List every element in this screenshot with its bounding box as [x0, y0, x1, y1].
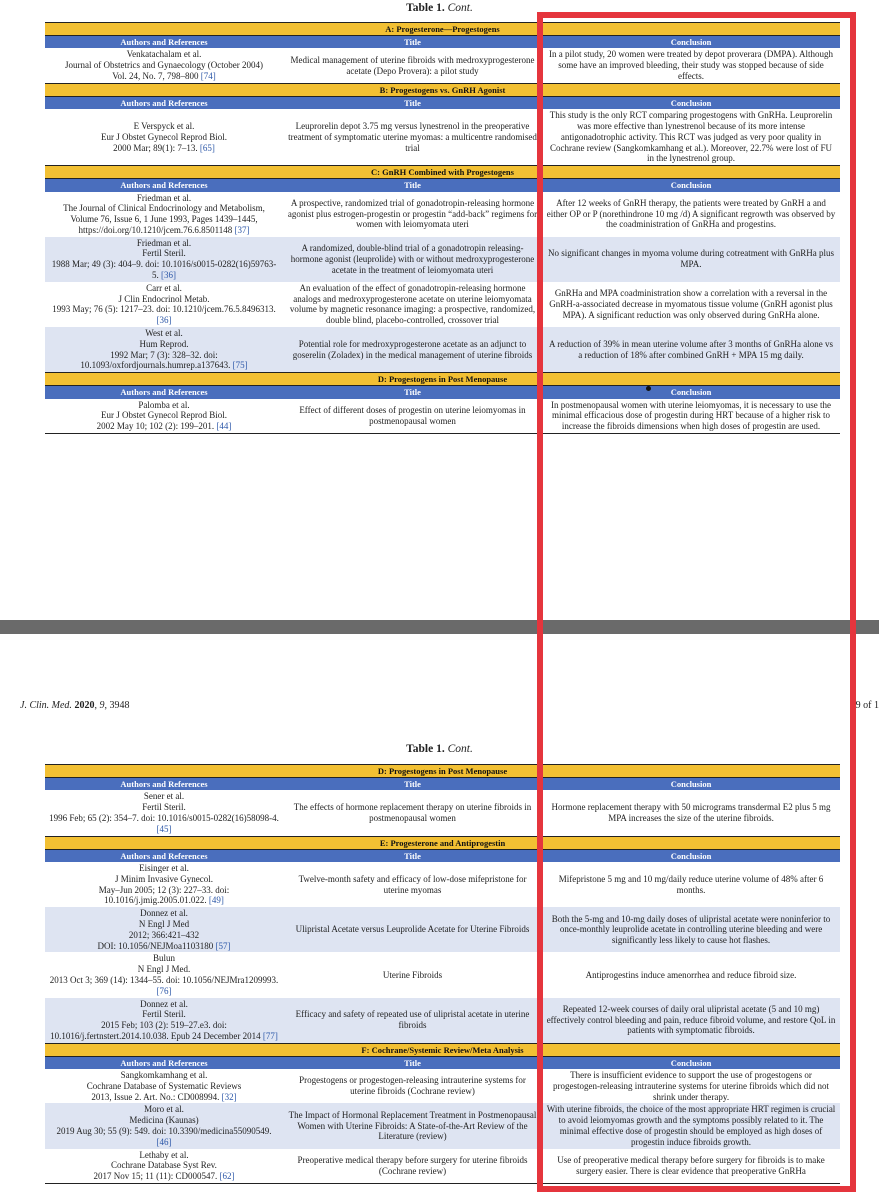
- conclusion-cell: Mifepristone 5 mg and 10 mg/daily reduce uterine volume of 48% after 6 months.: [542, 862, 840, 907]
- reference-number[interactable]: [65]: [199, 142, 215, 153]
- table-row: [45, 952, 840, 997]
- conclusion-cell: With uterine fibroids, the choice of the most appropriate HRT regimen is crucial to avoid leiomyomas growth and the symptoms possibly related to it. The minimal effective dose of progestin should be employed as high doses of progestin induce fibroids growth.: [542, 1103, 840, 1148]
- document-page-bottom: [0, 634, 879, 1200]
- table-row: [45, 399, 840, 434]
- table-caption: Table 1. Cont.: [406, 2, 473, 14]
- title-cell: Leuprorelin depot 3.75 mg versus lynestrenol in the preoperative treatment of symptomatic uterine myomas: a multicentre randomised trial: [283, 109, 542, 165]
- page-number: 9 of 1: [855, 700, 879, 711]
- section-header-row: [45, 166, 840, 179]
- conclusion-cell: After 12 weeks of GnRH therapy, the patients were treated by GnRH a and either OP or P (norethindrone 10 mg /d) A significant regrowth was observed by the coadministration of GnRHa and progestins.: [542, 192, 840, 237]
- section-title: C: GnRH Combined with Progestogens: [45, 166, 840, 179]
- column-header-authors: Authors and References: [45, 778, 283, 791]
- section-header-row: [45, 836, 840, 849]
- section-title: D: Progestogens in Post Menopause: [45, 373, 840, 386]
- references-table: [45, 764, 840, 1184]
- table-row: [45, 998, 840, 1044]
- column-header-title: Title: [283, 386, 542, 399]
- reference-number[interactable]: [49]: [208, 895, 224, 906]
- bullet-dot: [646, 386, 651, 391]
- journal-citation: J. Clin. Med. 2020, 9, 3948: [20, 700, 130, 711]
- conclusion-cell: Antiprogestins induce amenorrhea and reduce fibroid size.: [542, 952, 840, 997]
- authors-cell: Sangkomkamhang et al. Cochrane Database of Systematic Reviews 2013, Issue 2. Art. No.: CD008994. [32]: [45, 1069, 283, 1103]
- column-header-title: Title: [283, 778, 542, 791]
- column-header-row: [45, 36, 840, 49]
- column-header-row: [45, 849, 840, 862]
- column-header-title: Title: [283, 849, 542, 862]
- table-row: [45, 109, 840, 165]
- reference-number[interactable]: [77]: [262, 1030, 278, 1041]
- conclusion-cell: A reduction of 39% in mean uterine volume after 3 months of GnRHa alone vs a reduction of 18% after combined GnRH + MPA 15 mg daily.: [542, 327, 840, 373]
- title-cell: Potential role for medroxyprogesterone acetate as an adjunct to goserelin (Zoladex) in the medical management of uterine fibroids: [283, 327, 542, 373]
- reference-number[interactable]: [74]: [200, 70, 216, 81]
- section-title: F: Cochrane/Systemic Review/Meta Analysis: [45, 1043, 840, 1056]
- section-title: E: Progesterone and Antiprogestin: [45, 836, 840, 849]
- conclusion-cell: Hormone replacement therapy with 50 micrograms transdermal E2 plus 5 mg MPA increases the size of the uterine fibroids.: [542, 790, 840, 836]
- reference-number[interactable]: [62]: [219, 1171, 235, 1182]
- title-cell: A randomized, double-blind trial of a gonadotropin releasing-hormone agonist (leuprolide) with or without medroxyprogesterone acetate in the treatment of leiomyomata uteri: [283, 237, 542, 282]
- conclusion-cell: Repeated 12-week courses of daily oral ulipristal acetate (5 and 10 mg) effectively control bleeding and pain, reduce fibroid volume, and restore QoL in patients with symptomatic fibroids.: [542, 998, 840, 1044]
- reference-number[interactable]: [44]: [216, 421, 232, 432]
- section-title: A: Progesterone—Progestogens: [45, 23, 840, 36]
- column-header-conclusion: Conclusion: [542, 778, 840, 791]
- column-header-title: Title: [283, 1056, 542, 1069]
- table-row: [45, 1149, 840, 1184]
- reference-number[interactable]: [46]: [156, 1136, 172, 1147]
- conclusion-cell: In postmenopausal women with uterine leiomyomas, it is necessary to use the minimal efficacious dose of progestin during HRT because of a higher risk to increase the fibroids dimensions when high doses of progestin are used.: [542, 399, 840, 434]
- authors-cell: Palomba et al. Eur J Obstet Gynecol Reprod Biol. 2002 May 10; 102 (2): 199–201. [44]: [45, 399, 283, 434]
- page-separator: [0, 620, 879, 634]
- authors-cell: Friedman et al. The Journal of Clinical Endocrinology and Metabolism, Volume 76, Issue 6, 1 June 1993, Pages 1439–1445, https://doi.org/10.1210/jcem.76.6.8501148 [37]: [45, 192, 283, 237]
- column-header-title: Title: [283, 96, 542, 109]
- table-row: [45, 282, 840, 327]
- column-header-conclusion: Conclusion: [542, 849, 840, 862]
- table-row: [45, 907, 840, 952]
- reference-number[interactable]: [37]: [234, 224, 250, 235]
- authors-cell: West et al. Hum Reprod. 1992 Mar; 7 (3): 328–32. doi: 10.1093/oxfordjournals.humrep.a137643. [75]: [45, 327, 283, 373]
- column-header-row: [45, 179, 840, 192]
- column-header-conclusion: Conclusion: [542, 36, 840, 49]
- column-header-authors: Authors and References: [45, 96, 283, 109]
- authors-cell: Carr et al. J Clin Endocrinol Metab. 1993 May; 76 (5): 1217–23. doi: 10.1210/jcem.76.5.8496313. [36]: [45, 282, 283, 327]
- column-header-row: [45, 1056, 840, 1069]
- table-row: [45, 862, 840, 907]
- conclusion-cell: This study is the only RCT comparing progestogens with GnRHa. Leuprorelin was more effective than lynestrenol because of its more intense antigonadotrophic activity. This RCT was judged as very poor quality in Cochrane review (Sangkomkamhang et al.). Moreover, 22.7% were lost of FU in the lynestrenol group.: [542, 109, 840, 165]
- section-header-row: [45, 373, 840, 386]
- column-header-title: Title: [283, 36, 542, 49]
- conclusion-cell: Both the 5-mg and 10-mg daily doses of ulipristal acetate were noninferior to once-monthly leuprolide acetate in controlling uterine bleeding and were significantly less likely to cause hot flashes.: [542, 907, 840, 952]
- column-header-conclusion: Conclusion: [542, 96, 840, 109]
- section-header-row: [45, 1043, 840, 1056]
- title-cell: Uterine Fibroids: [283, 952, 542, 997]
- authors-cell: E Verspyck et al. Eur J Obstet Gynecol Reprod Biol. 2000 Mar; 89(1): 7–13. [65]: [45, 109, 283, 165]
- title-cell: An evaluation of the effect of gonadotropin-releasing hormone analogs and medroxyprogesterone acetate on uterine leiomyomata volume by magnetic resonance imaging: a prospective, randomized, double blind, placebo-controlled, crossover trial: [283, 282, 542, 327]
- column-header-conclusion: Conclusion: [542, 179, 840, 192]
- section-header-row: [45, 23, 840, 36]
- conclusion-cell: In a pilot study, 20 women were treated by depot proverara (DMPA). Although some have an improved bleeding, their study was stopped because of side effects.: [542, 48, 840, 83]
- column-header-conclusion: Conclusion: [542, 1056, 840, 1069]
- conclusion-cell: Use of preoperative medical therapy before surgery for fibroids is to make surgery easier. There is clear evidence that preoperative GnRHa: [542, 1149, 840, 1184]
- title-cell: Progestogens or progestogen-releasing intrauterine systems for uterine fibroids (Cochrane review): [283, 1069, 542, 1103]
- conclusion-cell: No significant changes in myoma volume during cotreatment with GnRHa plus MPA.: [542, 237, 840, 282]
- table-row: [45, 1103, 840, 1148]
- title-cell: Medical management of uterine fibroids with medroxyprogesterone acetate (Depo Provera): a pilot study: [283, 48, 542, 83]
- reference-number[interactable]: [76]: [156, 985, 172, 996]
- title-cell: Twelve-month safety and efficacy of low-dose mifepristone for uterine myomas: [283, 862, 542, 907]
- table-row: [45, 1069, 840, 1103]
- column-header-row: [45, 96, 840, 109]
- table-caption: Table 1. Cont.: [406, 743, 473, 755]
- column-header-authors: Authors and References: [45, 36, 283, 49]
- title-cell: The effects of hormone replacement therapy on uterine fibroids in postmenopausal women: [283, 790, 542, 836]
- authors-cell: Sener et al. Fertil Steril. 1996 Feb; 65 (2): 354–7. doi: 10.1016/s0015-0282(16)58098-4. [45]: [45, 790, 283, 836]
- section-title: B: Progestogens vs. GnRH Agonist: [45, 83, 840, 96]
- authors-cell: Donnez et al. N Engl J Med 2012; 366:421–432 DOI: 10.1056/NEJMoa1103180 [57]: [45, 907, 283, 952]
- reference-number[interactable]: [36]: [156, 315, 172, 326]
- column-header-authors: Authors and References: [45, 386, 283, 399]
- column-header-row: [45, 386, 840, 399]
- table-row: [45, 327, 840, 373]
- reference-number[interactable]: [32]: [221, 1091, 237, 1102]
- authors-cell: Venkatachalam et al. Journal of Obstetrics and Gynaecology (October 2004) Vol. 24, No. 7, 798–800 [74]: [45, 48, 283, 83]
- column-header-authors: Authors and References: [45, 179, 283, 192]
- title-cell: A prospective, randomized trial of gonadotropin-releasing hormone agonist plus estrogen-progestin or progestin “add-back” regimens for women with leiomyomata uteri: [283, 192, 542, 237]
- references-table: [45, 22, 840, 434]
- table-row: [45, 192, 840, 237]
- column-header-authors: Authors and References: [45, 1056, 283, 1069]
- authors-cell: Lethaby et al. Cochrane Database Syst Rev. 2017 Nov 15; 11 (11): CD000547. [62]: [45, 1149, 283, 1184]
- table-row: [45, 48, 840, 83]
- authors-cell: Bulun N Engl J Med. 2013 Oct 3; 369 (14): 1344–55. doi: 10.1056/NEJMra1209993. [76]: [45, 952, 283, 997]
- conclusion-cell: GnRHa and MPA coadministration show a correlation with a reversal in the GnRH-a-associated decrease in myomatous tissue volume (GnRH agonist plus MPA). A significant reduction was only observed during GnRHa alone.: [542, 282, 840, 327]
- reference-number[interactable]: [45]: [156, 823, 172, 834]
- column-header-conclusion: Conclusion: [542, 386, 840, 399]
- title-cell: The Impact of Hormonal Replacement Treatment in Postmenopausal Women with Uterine Fibroids: A State-of-the-Art Review of the Literature (review): [283, 1103, 542, 1148]
- table-row: [45, 237, 840, 282]
- column-header-title: Title: [283, 179, 542, 192]
- authors-cell: Donnez et al. Fertil Steril. 2015 Feb; 103 (2): 519–27.e3. doi: 10.1016/j.fertnstert.2014.10.038. Epub 24 December 2014 [77]: [45, 998, 283, 1044]
- authors-cell: Eisinger et al. J Minim Invasive Gynecol. May–Jun 2005; 12 (3): 227–33. doi: 10.1016/j.jmig.2005.01.022. [49]: [45, 862, 283, 907]
- authors-cell: Friedman et al. Fertil Steril. 1988 Mar; 49 (3): 404–9. doi: 10.1016/s0015-0282(16)59763-5. [36]: [45, 237, 283, 282]
- title-cell: Effect of different doses of progestin on uterine leiomyomas in postmenopausal women: [283, 399, 542, 434]
- section-header-row: [45, 83, 840, 96]
- reference-number[interactable]: [36]: [161, 270, 176, 281]
- section-header-row: [45, 765, 840, 778]
- section-title: D: Progestogens in Post Menopause: [45, 765, 840, 778]
- table-row: [45, 790, 840, 836]
- authors-cell: Moro et al. Medicina (Kaunas) 2019 Aug 30; 55 (9): 549. doi: 10.3390/medicina55090549. [46]: [45, 1103, 283, 1148]
- title-cell: Ulipristal Acetate versus Leuprolide Acetate for Uterine Fibroids: [283, 907, 542, 952]
- column-header-row: [45, 778, 840, 791]
- reference-number[interactable]: [57]: [215, 940, 231, 951]
- title-cell: Efficacy and safety of repeated use of ulipristal acetate in uterine fibroids: [283, 998, 542, 1044]
- column-header-authors: Authors and References: [45, 849, 283, 862]
- title-cell: Preoperative medical therapy before surgery for uterine fibroids (Cochrane review): [283, 1149, 542, 1184]
- reference-number[interactable]: [75]: [232, 360, 248, 371]
- conclusion-cell: There is insufficient evidence to support the use of progestogens or progestogen-releasing intrauterine systems for uterine fibroids which did not shrink under therapy.: [542, 1069, 840, 1103]
